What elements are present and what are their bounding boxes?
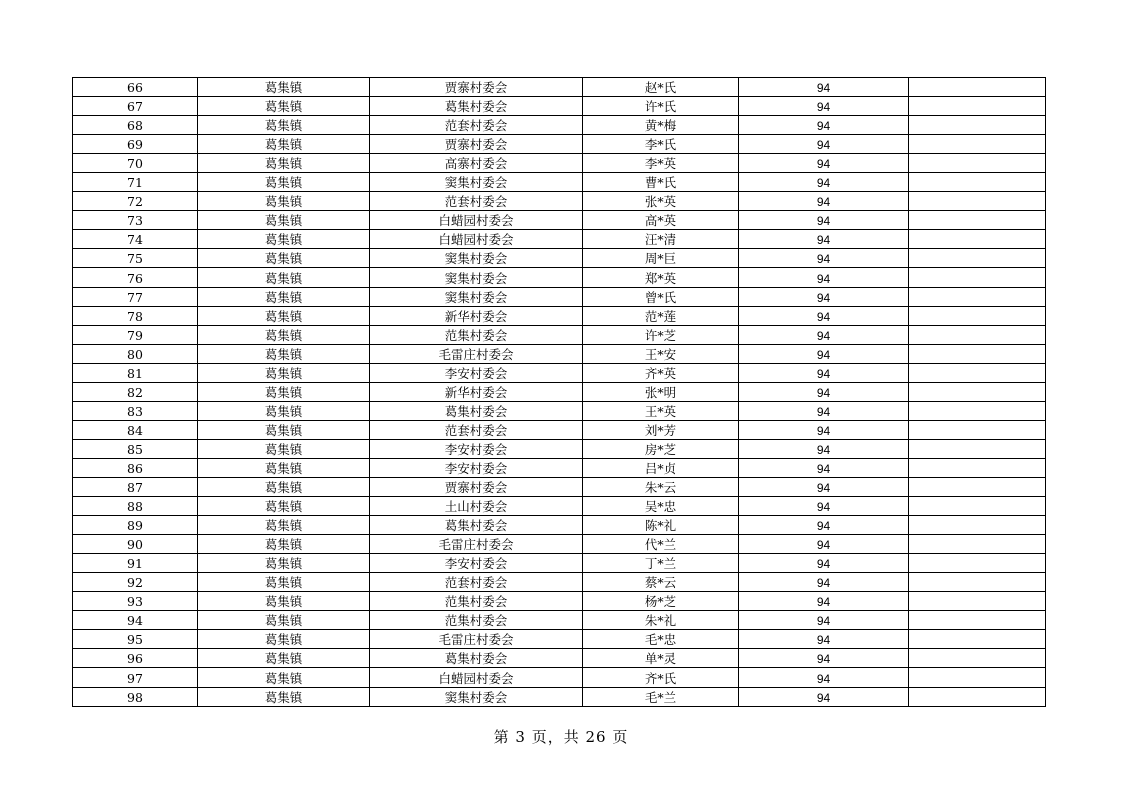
row-number-cell: 78 <box>73 306 198 325</box>
row-number-cell: 72 <box>73 192 198 211</box>
town-cell: 葛集镇 <box>198 306 370 325</box>
table-row <box>73 592 1046 611</box>
table-row <box>73 363 1046 382</box>
note-cell <box>909 592 1046 611</box>
row-number-cell: 86 <box>73 458 198 477</box>
note-cell <box>909 116 1046 135</box>
row-number-cell: 80 <box>73 344 198 363</box>
village-cell: 贾寨村委会 <box>370 135 583 154</box>
town-cell: 葛集镇 <box>198 173 370 192</box>
person-name-cell: 王*安 <box>583 344 739 363</box>
town-cell: 葛集镇 <box>198 97 370 116</box>
score-cell: 94 <box>739 268 909 287</box>
note-cell <box>909 420 1046 439</box>
town-cell: 葛集镇 <box>198 344 370 363</box>
table-row <box>73 535 1046 554</box>
town-cell: 葛集镇 <box>198 268 370 287</box>
village-cell: 范集村委会 <box>370 611 583 630</box>
person-name-cell: 吴*忠 <box>583 497 739 516</box>
score-cell: 94 <box>739 97 909 116</box>
score-cell: 94 <box>739 458 909 477</box>
village-cell: 白蜡园村委会 <box>370 230 583 249</box>
village-cell: 高寨村委会 <box>370 154 583 173</box>
table-row <box>73 630 1046 649</box>
row-number-cell: 87 <box>73 477 198 496</box>
town-cell: 葛集镇 <box>198 687 370 706</box>
town-cell: 葛集镇 <box>198 78 370 97</box>
note-cell <box>909 497 1046 516</box>
row-number-cell: 73 <box>73 211 198 230</box>
table-row <box>73 382 1046 401</box>
note-cell <box>909 516 1046 535</box>
town-cell: 葛集镇 <box>198 154 370 173</box>
row-number-cell: 70 <box>73 154 198 173</box>
town-cell: 葛集镇 <box>198 287 370 306</box>
data-table <box>72 77 1046 707</box>
person-name-cell: 曹*氏 <box>583 173 739 192</box>
note-cell <box>909 554 1046 573</box>
table-row <box>73 325 1046 344</box>
town-cell: 葛集镇 <box>198 363 370 382</box>
town-cell: 葛集镇 <box>198 573 370 592</box>
town-cell: 葛集镇 <box>198 382 370 401</box>
score-cell: 94 <box>739 516 909 535</box>
village-cell: 范集村委会 <box>370 325 583 344</box>
town-cell: 葛集镇 <box>198 439 370 458</box>
note-cell <box>909 211 1046 230</box>
person-name-cell: 齐*英 <box>583 363 739 382</box>
person-name-cell: 朱*礼 <box>583 611 739 630</box>
row-number-cell: 84 <box>73 420 198 439</box>
village-cell: 土山村委会 <box>370 497 583 516</box>
row-number-cell: 71 <box>73 173 198 192</box>
table-row <box>73 516 1046 535</box>
person-name-cell: 齐*氏 <box>583 668 739 687</box>
table-row <box>73 154 1046 173</box>
table-row <box>73 649 1046 668</box>
village-cell: 李安村委会 <box>370 439 583 458</box>
person-name-cell: 赵*氏 <box>583 78 739 97</box>
town-cell: 葛集镇 <box>198 497 370 516</box>
row-number-cell: 98 <box>73 687 198 706</box>
score-cell: 94 <box>739 497 909 516</box>
score-cell: 94 <box>739 439 909 458</box>
person-name-cell: 周*巨 <box>583 249 739 268</box>
score-cell: 94 <box>739 687 909 706</box>
village-cell: 李安村委会 <box>370 363 583 382</box>
row-number-cell: 85 <box>73 439 198 458</box>
village-cell: 毛雷庄村委会 <box>370 630 583 649</box>
score-cell: 94 <box>739 668 909 687</box>
note-cell <box>909 306 1046 325</box>
note-cell <box>909 154 1046 173</box>
table-row <box>73 135 1046 154</box>
table-row <box>73 306 1046 325</box>
row-number-cell: 96 <box>73 649 198 668</box>
table-row <box>73 497 1046 516</box>
town-cell: 葛集镇 <box>198 135 370 154</box>
town-cell: 葛集镇 <box>198 592 370 611</box>
note-cell <box>909 382 1046 401</box>
table-row <box>73 249 1046 268</box>
village-cell: 李安村委会 <box>370 458 583 477</box>
table-row <box>73 573 1046 592</box>
village-cell: 新华村委会 <box>370 382 583 401</box>
town-cell: 葛集镇 <box>198 477 370 496</box>
score-cell: 94 <box>739 401 909 420</box>
village-cell: 葛集村委会 <box>370 97 583 116</box>
score-cell: 94 <box>739 249 909 268</box>
town-cell: 葛集镇 <box>198 420 370 439</box>
town-cell: 葛集镇 <box>198 554 370 573</box>
person-name-cell: 陈*礼 <box>583 516 739 535</box>
person-name-cell: 丁*兰 <box>583 554 739 573</box>
table-row <box>73 477 1046 496</box>
score-cell: 94 <box>739 344 909 363</box>
row-number-cell: 92 <box>73 573 198 592</box>
row-number-cell: 69 <box>73 135 198 154</box>
score-cell: 94 <box>739 173 909 192</box>
table-row <box>73 116 1046 135</box>
person-name-cell: 毛*忠 <box>583 630 739 649</box>
village-cell: 窦集村委会 <box>370 268 583 287</box>
note-cell <box>909 135 1046 154</box>
score-cell: 94 <box>739 116 909 135</box>
table-row <box>73 554 1046 573</box>
village-cell: 窦集村委会 <box>370 687 583 706</box>
row-number-cell: 67 <box>73 97 198 116</box>
score-cell: 94 <box>739 382 909 401</box>
row-number-cell: 79 <box>73 325 198 344</box>
village-cell: 窦集村委会 <box>370 173 583 192</box>
person-name-cell: 许*芝 <box>583 325 739 344</box>
score-cell: 94 <box>739 554 909 573</box>
note-cell <box>909 192 1046 211</box>
village-cell: 范套村委会 <box>370 420 583 439</box>
village-cell: 范套村委会 <box>370 573 583 592</box>
note-cell <box>909 630 1046 649</box>
row-number-cell: 74 <box>73 230 198 249</box>
table-row <box>73 268 1046 287</box>
person-name-cell: 许*氏 <box>583 97 739 116</box>
village-cell: 李安村委会 <box>370 554 583 573</box>
note-cell <box>909 668 1046 687</box>
score-cell: 94 <box>739 211 909 230</box>
table-row <box>73 687 1046 706</box>
table-row <box>73 192 1046 211</box>
note-cell <box>909 611 1046 630</box>
person-name-cell: 张*英 <box>583 192 739 211</box>
note-cell <box>909 249 1046 268</box>
score-cell: 94 <box>739 592 909 611</box>
note-cell <box>909 439 1046 458</box>
person-name-cell: 杨*芝 <box>583 592 739 611</box>
table-row <box>73 458 1046 477</box>
person-name-cell: 李*英 <box>583 154 739 173</box>
note-cell <box>909 363 1046 382</box>
score-cell: 94 <box>739 230 909 249</box>
score-cell: 94 <box>739 78 909 97</box>
person-name-cell: 王*英 <box>583 401 739 420</box>
row-number-cell: 95 <box>73 630 198 649</box>
village-cell: 窦集村委会 <box>370 287 583 306</box>
town-cell: 葛集镇 <box>198 458 370 477</box>
town-cell: 葛集镇 <box>198 649 370 668</box>
town-cell: 葛集镇 <box>198 516 370 535</box>
score-cell: 94 <box>739 287 909 306</box>
note-cell <box>909 344 1046 363</box>
note-cell <box>909 649 1046 668</box>
person-name-cell: 汪*清 <box>583 230 739 249</box>
row-number-cell: 91 <box>73 554 198 573</box>
score-cell: 94 <box>739 611 909 630</box>
note-cell <box>909 573 1046 592</box>
note-cell <box>909 458 1046 477</box>
village-cell: 葛集村委会 <box>370 401 583 420</box>
note-cell <box>909 477 1046 496</box>
row-number-cell: 81 <box>73 363 198 382</box>
note-cell <box>909 230 1046 249</box>
table-row <box>73 401 1046 420</box>
score-cell: 94 <box>739 306 909 325</box>
row-number-cell: 75 <box>73 249 198 268</box>
note-cell <box>909 78 1046 97</box>
person-name-cell: 李*氏 <box>583 135 739 154</box>
row-number-cell: 93 <box>73 592 198 611</box>
table-row <box>73 611 1046 630</box>
row-number-cell: 76 <box>73 268 198 287</box>
person-name-cell: 范*莲 <box>583 306 739 325</box>
person-name-cell: 吕*贞 <box>583 458 739 477</box>
town-cell: 葛集镇 <box>198 401 370 420</box>
note-cell <box>909 401 1046 420</box>
row-number-cell: 97 <box>73 668 198 687</box>
person-name-cell: 毛*兰 <box>583 687 739 706</box>
person-name-cell: 郑*英 <box>583 268 739 287</box>
table-row <box>73 97 1046 116</box>
person-name-cell: 单*灵 <box>583 649 739 668</box>
note-cell <box>909 535 1046 554</box>
village-cell: 贾寨村委会 <box>370 477 583 496</box>
person-name-cell: 蔡*云 <box>583 573 739 592</box>
table-row <box>73 211 1046 230</box>
person-name-cell: 张*明 <box>583 382 739 401</box>
town-cell: 葛集镇 <box>198 630 370 649</box>
village-cell: 新华村委会 <box>370 306 583 325</box>
village-cell: 范集村委会 <box>370 592 583 611</box>
village-cell: 白蜡园村委会 <box>370 211 583 230</box>
row-number-cell: 88 <box>73 497 198 516</box>
row-number-cell: 89 <box>73 516 198 535</box>
person-name-cell: 曾*氏 <box>583 287 739 306</box>
table-row <box>73 78 1046 97</box>
town-cell: 葛集镇 <box>198 325 370 344</box>
village-cell: 窦集村委会 <box>370 249 583 268</box>
page-footer: 第 3 页，共 26 页 <box>493 728 629 746</box>
row-number-cell: 83 <box>73 401 198 420</box>
table-row <box>73 173 1046 192</box>
note-cell <box>909 287 1046 306</box>
score-cell: 94 <box>739 192 909 211</box>
row-number-cell: 68 <box>73 116 198 135</box>
village-cell: 葛集村委会 <box>370 649 583 668</box>
score-cell: 94 <box>739 325 909 344</box>
village-cell: 毛雷庄村委会 <box>370 535 583 554</box>
village-cell: 贾寨村委会 <box>370 78 583 97</box>
note-cell <box>909 173 1046 192</box>
score-cell: 94 <box>739 154 909 173</box>
row-number-cell: 66 <box>73 78 198 97</box>
score-cell: 94 <box>739 477 909 496</box>
person-name-cell: 刘*芳 <box>583 420 739 439</box>
person-name-cell: 高*英 <box>583 211 739 230</box>
note-cell <box>909 687 1046 706</box>
table-row <box>73 420 1046 439</box>
person-name-cell: 房*芝 <box>583 439 739 458</box>
village-cell: 范套村委会 <box>370 192 583 211</box>
person-name-cell: 朱*云 <box>583 477 739 496</box>
note-cell <box>909 97 1046 116</box>
town-cell: 葛集镇 <box>198 249 370 268</box>
score-cell: 94 <box>739 535 909 554</box>
score-cell: 94 <box>739 363 909 382</box>
town-cell: 葛集镇 <box>198 230 370 249</box>
note-cell <box>909 325 1046 344</box>
score-cell: 94 <box>739 135 909 154</box>
person-name-cell: 代*兰 <box>583 535 739 554</box>
village-cell: 范套村委会 <box>370 116 583 135</box>
town-cell: 葛集镇 <box>198 192 370 211</box>
village-cell: 毛雷庄村委会 <box>370 344 583 363</box>
table-row <box>73 439 1046 458</box>
town-cell: 葛集镇 <box>198 116 370 135</box>
village-cell: 葛集村委会 <box>370 516 583 535</box>
row-number-cell: 94 <box>73 611 198 630</box>
town-cell: 葛集镇 <box>198 611 370 630</box>
table-row <box>73 344 1046 363</box>
table-body <box>73 78 1046 707</box>
town-cell: 葛集镇 <box>198 668 370 687</box>
note-cell <box>909 268 1046 287</box>
score-cell: 94 <box>739 420 909 439</box>
table-row <box>73 230 1046 249</box>
row-number-cell: 82 <box>73 382 198 401</box>
table-row <box>73 668 1046 687</box>
town-cell: 葛集镇 <box>198 211 370 230</box>
town-cell: 葛集镇 <box>198 535 370 554</box>
row-number-cell: 77 <box>73 287 198 306</box>
score-cell: 94 <box>739 573 909 592</box>
score-cell: 94 <box>739 630 909 649</box>
table-row <box>73 287 1046 306</box>
row-number-cell: 90 <box>73 535 198 554</box>
person-name-cell: 黄*梅 <box>583 116 739 135</box>
village-cell: 白蜡园村委会 <box>370 668 583 687</box>
score-cell: 94 <box>739 649 909 668</box>
